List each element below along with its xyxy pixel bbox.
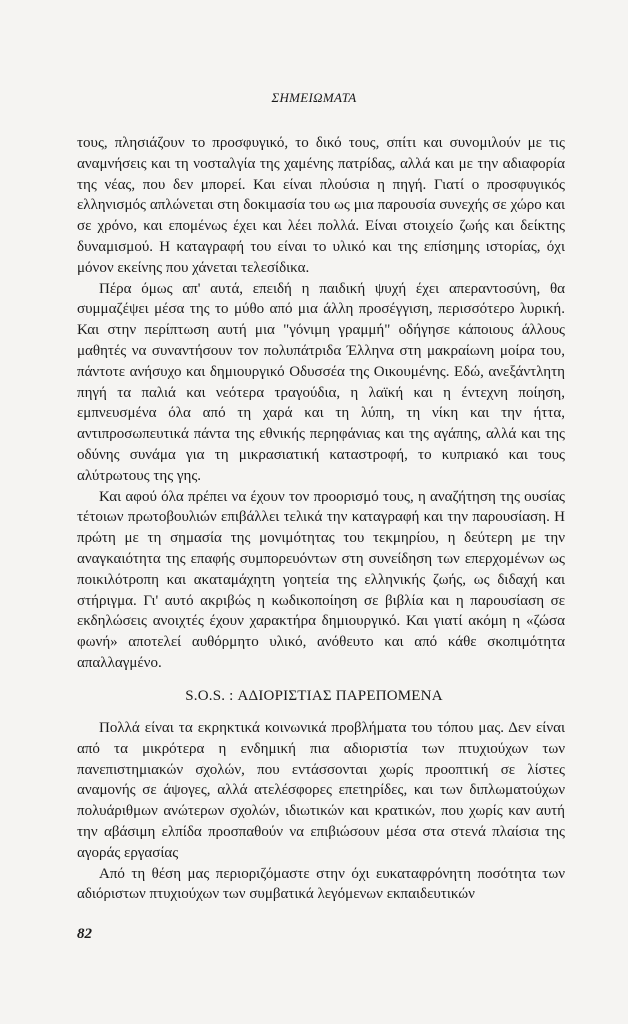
paragraph: Και αφού όλα πρέπει να έχουν τον προορισμό τους, η αναζήτηση της ουσίας τέτοιων πρωτοβουλιών επιβάλλει τελικά την καταγραφή και την παρουσίαση. Η πρώτη με τη σημασία της μονιμότητας του τεκμηρίου, η δεύτερη με την αναγκαιότητα της επαφής συμπορευόντων στη συνείδηση των επερχομένων ως ποικιλότροπη και ακαταμάχητη γοητεία της ελληνικής ζωής, ως διδαχή και στήριγμα. Γι' αυτό ακριβώς η κωδικοποίηση σε βιβλία και η παρουσίαση σε εκδηλώσεις ανοιχτές έχουν χαρακτήρα δημιουργικό. Και γιατί ακόμη η «ζώσα φωνή» αποτελεί αυθόρμητο υλικό, ανόθευτο και από κάθε σκοπιμότητα απαλλαγμένο. [77, 488, 565, 671]
running-head: ΣΗΜΕΙΩΜΑΤΑ [271, 90, 357, 105]
paragraph: Πέρα όμως απ' αυτά, επειδή η παιδική ψυχή έχει απεραντοσύνη, θα συμμαζέψει μέσα της το μύθο από μια άλλη προσέγγιση, περισσότερο λυρική. Και στην περίπτωση αυτή μια "γόνιμη γραμμή" οδήγησε κάποιους άλλους μαθητές να συναντήσουν τον πολυπάτριδα Έλληνα στη μακραίωνη μοίρα του, πάντοτε ανήσυχο και δημιουργικό Οδυσσέα της Οικουμένης. Εδώ, ανεξάντλητη πηγή τα παλιά και νεότερα τραγούδια, η λαϊκή και η έντεχνη ποίηση, εμπνευσμένα όλα από τη χαρά και τη λύπη, τη νίκη και την ήττα, αντιπροσωπευτικά πάντα της εθνικής περηφάνιας και της αγάπης, αλλά και της οδύνης συνάμα για τη μικρασιατική καταστροφή, το κυπριακό και τους αλύτρωτους της γης. [77, 280, 565, 484]
paragraph: Πολλά είναι τα εκρηκτικά κοινωνικά προβλήματα του τόπου μας. Δεν είναι από τα μικρότερα η ενδημική πια αδιοριστία των πτυχιούχων των πανεπιστημιακών σχολών, που εντάσσονται χωρίς προοπτική σε λίστες αναμονής σε άψογες, αλλά ατελέσφορες επετηρίδες, και των διπλωματούχων πολυάριθμων ανώτερων σχολών, ιδιωτικών και κρατικών, που χωρίς καν αυτή την αβάσιμη ελπίδα προσπαθούν να επιβιώσουν μέσα στα στενά πλαίσια της αγοράς εργασίας [77, 720, 565, 861]
paragraph: Από τη θέση μας περιοριζόμαστε στην όχι ευκαταφρόνητη ποσότητα των αδιόριστων πτυχιούχων των συμβατικά λεγόμενων εκπαιδευτικών [77, 865, 565, 903]
second-text-section [77, 718, 565, 905]
paragraph-continuation: τους, πλησιάζουν το προσφυγικό, το δικό τους, σπίτι και συνομιλούν με τις αναμνήσεις και τη νοσταλγία της χαμένης πατρίδας, αλλά και με την αδιαφορία της νέας, που δεν μπορεί. Και είναι πλούσια η πηγή. Γιατί ο προσφυγικός ελληνισμός απλώνεται στη δοκιμασία του ως μια παρουσία συνεχής σε χώρο και σε χρόνο, και επομένως έχει και λέει πολλά. Είναι στοιχείο ζωής και δείκτης δυναμισμού. Η καταγραφή του είναι το υλικό και της επίσημης ιστορίας, όχι μόνον εκείνης που χάνεται τελεσίδικα. [77, 135, 565, 276]
page-number: 82 [77, 926, 92, 942]
main-text-section [77, 133, 565, 674]
section-heading: S.O.S. : ΑΔΙΟΡΙΣΤΙΑΣ ΠΑΡΕΠΟΜΕΝΑ [185, 688, 443, 704]
